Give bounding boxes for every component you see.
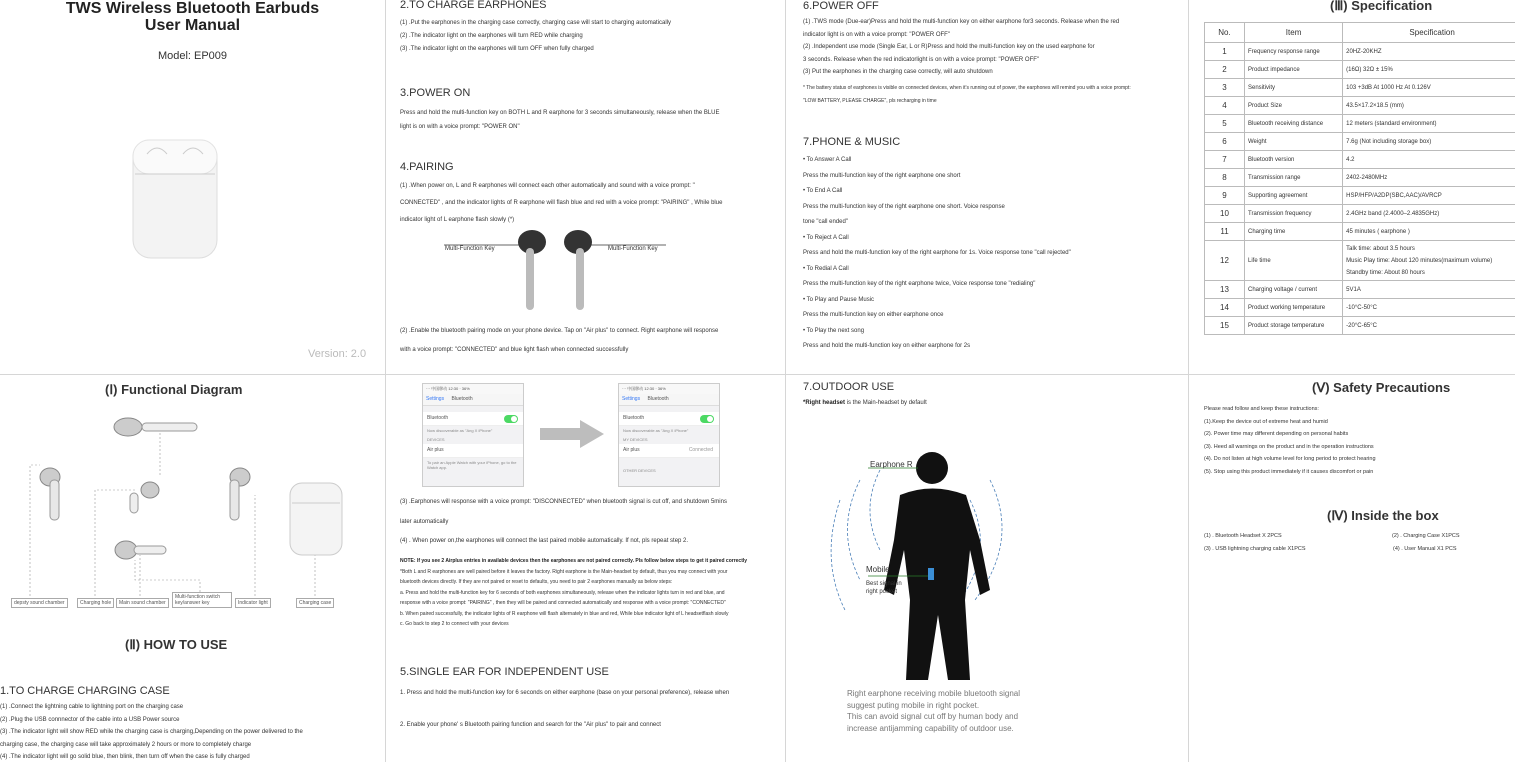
section-title: 4.PAIRING — [400, 161, 454, 173]
spec-item: Bluetooth receiving distance — [1245, 115, 1343, 133]
spec-cell: 45 minutes ( earphone ) — [1343, 223, 1515, 241]
outdoor-section: 7.OUTDOOR USE *Right headset is the Main-headset by default — [803, 381, 927, 406]
inbox-item: (2) . Charging Case X1PCS — [1392, 533, 1460, 539]
power-on-section: 3.POWER ON Press and hold the multi-function key on BOTH L and R earphone for 3 seconds simultaneously, release when the BLUE light is on with a voice prompt: "POWER ON" — [400, 87, 720, 130]
table-row — [1205, 317, 1515, 335]
spec-number: 13 — [1205, 281, 1245, 299]
spec-item: Product working temperature — [1245, 299, 1343, 317]
table-row — [1205, 223, 1515, 241]
battery-note: * The battery status of earphones is visible on connected devices, when it's running out of power, the earphones will remind you with a voice prompt: "LOW BATTERY, PLEASE CHARGE", pls recharging in time — [803, 84, 1131, 104]
spec-number: 7 — [1205, 151, 1245, 169]
earphone-r-label: Earphone R — [870, 460, 913, 469]
spec-item: Weight — [1245, 133, 1343, 151]
section-title: 6.POWER OFF — [803, 0, 879, 12]
phone-screen-after: ··· 中国移动 12:30 · 36% Settings Bluetooth Bluetooth Now discoverable as "Ang X iPhone" MY DEVICES Air plus Connected OTHER DEVICES — [618, 383, 720, 487]
table-row — [1205, 151, 1515, 169]
diagram-label: Charging case — [296, 598, 334, 608]
section-title: 3.POWER ON — [400, 87, 471, 99]
spec-item: Product storage temperature — [1245, 317, 1343, 335]
inbox-item: (3) . USB lightning charging cable X1PCS — [1204, 546, 1306, 552]
spec-table — [1204, 22, 1515, 335]
phone-screen-before: ··· 中国移动 12:30 · 36% Settings Bluetooth Bluetooth Now discoverable as "Ang X iPhone" DEVICES Air plus To pair an Apple Watch with your iPhone, go to the Watch app. — [422, 383, 524, 487]
back-link: Settings — [426, 396, 445, 402]
spec-item: Transmission range — [1245, 169, 1343, 187]
spec-number: 8 — [1205, 169, 1245, 187]
spec-cell: 5V1A — [1343, 281, 1515, 299]
spec-cell: 2402-2480MHz — [1343, 169, 1515, 187]
table-header-row: No. Item Specification — [1205, 23, 1515, 43]
spec-item: Frequency response range — [1245, 43, 1343, 61]
spec-item: Charging voltage / current — [1245, 281, 1343, 299]
section-title: 1.TO CHARGE CHARGING CASE — [0, 685, 170, 697]
spec-cell: (16Ω) 32Ω ± 15% — [1343, 61, 1515, 79]
charge-earphones-section — [400, 0, 671, 56]
spec-item: Life time — [1245, 241, 1343, 281]
spec-number: 12 — [1205, 241, 1245, 281]
column-divider — [385, 0, 386, 762]
version-label: Version: 2.0 — [308, 348, 367, 360]
inbox-item: (1) . Bluetooth Headset X 2PCS — [1204, 533, 1282, 539]
spec-item: Product Size — [1245, 97, 1343, 115]
outdoor-caption: Right earphone receiving mobile bluetooth signal suggest puting mobile in right pocket. This can avoid signal cut off by human body and increase antijamming capability of outdoor use. — [847, 689, 1020, 733]
diagram-label: Indicator light — [235, 598, 271, 608]
single-ear-section: 5.SINGLE EAR FOR INDEPENDENT USE 1. Press and hold the multi-function key for 6 seconds on either earphone (base on your personal preference), release when the earphone are well paired before it leaves the factory. 2. Enable your phone' s Bluetooth pairing function and search for the "Air plus" to pair and connect — [400, 666, 730, 728]
spec-item: Transmission frequency — [1245, 205, 1343, 223]
spec-number: 9 — [1205, 187, 1245, 205]
safety-list: Please read follow and keep these instructions: (1).Keep the device out of extreme heat and humid (2). Power time may different depending on personal habits (3). Heed all warnings on the product and in the operation instructions (4). Do not listen at high volume level for long period to protect hearing (5). Stop using this product immediately if it causes discomfort or pain — [1204, 406, 1376, 475]
inbox-item: (4) . User Manual X1 PCS — [1393, 546, 1457, 552]
spec-cell: -20°C-65°C — [1343, 317, 1515, 335]
mobile-label: Mobile — [866, 565, 890, 574]
table-row — [1205, 205, 1515, 223]
power-off-section: 6.POWER OFF (1) .TWS mode (Due-ear)Press and hold the multi-function key on either earphone for3 seconds. Release when the red indicator light is on with a voice prompt: "POWER OFF" (2) .Independent use mode (Single Ear, L or R)Press and hold the multi-function key on the used earphone for 3 seconds. Release when the red indicatorlight is on with a voice prompt: "POWER OFF" (3) Put the earphones in the charging case correctly, will auto shutdown * The battery status of earphones is visible on connected devices, when it's running out of power, the earphones will remind you with a voice prompt: "LOW BATTERY, PLEASE CHARGE", pls recharging in time — [803, 0, 1131, 108]
multi-function-key-left-label: Multi-Function Key — [445, 246, 495, 252]
charging-case-image — [125, 132, 225, 262]
diagram-label: depsty sound chamber — [11, 598, 68, 608]
diagram-label: Main sound chamber — [116, 598, 169, 608]
table-row — [1205, 43, 1515, 61]
multi-function-key-right-label: Multi-Function Key — [608, 246, 658, 252]
spec-number: 2 — [1205, 61, 1245, 79]
safety-title: (Ⅴ) Safety Precautions — [1312, 380, 1451, 395]
best-signal-label: Best signal in right pocket — [866, 581, 902, 595]
section-title: 7.PHONE & MUSIC — [803, 136, 901, 148]
table-row — [1205, 61, 1515, 79]
table-row — [1205, 187, 1515, 205]
spec-number: 14 — [1205, 299, 1245, 317]
outdoor-figure — [820, 440, 1010, 690]
spec-cell: 43.5×17.2×18.5 (mm) — [1343, 97, 1515, 115]
cover-panel — [0, 0, 385, 62]
functional-diagram — [10, 405, 370, 605]
spec-number: 3 — [1205, 79, 1245, 97]
pairing-note: NOTE: If you see 2 Airplus entries in available devices then the earphones are not paired correctly. Pls follow below steps to get it paired correctly *Both L and R earphones are well paired before it leaves the factory. Right earphone is the Main-headset by default, thus you may connect with your bluetooth devices directly. If they are not paired or reset to defaults, you need to pair 2 earphones manually as below steps: a. Press and hold the multi-function key for 6 seconds of both earphones simultaneously, release when the indicator lights turn in red and blue, and response with a voice prompt: "PAIRING" , then they will be paired and connected automatically and response with a voice prompt: "CONNECTED" b. When paired successfully, the indicator lights of R earphone will flash alternately in blue and red, While blue indicator light of L headsetflash slowly c. Go back to step 2 to connect with your devices — [400, 558, 748, 627]
spec-number: 5 — [1205, 115, 1245, 133]
spec-cell: 20HZ-20KHZ — [1343, 43, 1515, 61]
spec-number: 10 — [1205, 205, 1245, 223]
row-divider — [0, 374, 1515, 375]
diagram-label: Multi-function switch key/answer key — [172, 592, 232, 608]
inbox-title: (Ⅳ) Inside the box — [1327, 508, 1439, 523]
spec-cell: 12 meters (standard environment) — [1343, 115, 1515, 133]
table-row — [1205, 241, 1515, 281]
spec-number: 4 — [1205, 97, 1245, 115]
phone-music-section: 7.PHONE & MUSIC • To Answer A Call Press the multi-function key of the right earphone one short • To End A Call Press the multi-function key of the right earphone one short. Voice response tone "call ended" • To Reject A Call Press and hold the multi-function key of the right earphone for 1s. Voice response tone "call rejected" • To Redial A Call Press the multi-function key of the right earphone twice, Voice response tone "redialing" • To Play and Pause Music Press the multi-function key on either earphone once • To Play the next song Press and hold the multi-function key on either earphone for 2s — [803, 136, 1071, 349]
table-row — [1205, 281, 1515, 299]
column-divider — [785, 0, 786, 762]
spec-item: Supporting agreement — [1245, 187, 1343, 205]
section-title: 5.SINGLE EAR FOR INDEPENDENT USE — [400, 666, 609, 678]
spec-cell: Talk time: about 3.5 hours Music Play time: About 120 minutes(maximum volume) Standby time: About 80 hours — [1343, 241, 1515, 281]
table-row — [1205, 133, 1515, 151]
spec-item: Charging time — [1245, 223, 1343, 241]
bluetooth-toggle — [504, 415, 518, 423]
spec-item: Bluetooth version — [1245, 151, 1343, 169]
spec-table-body — [1205, 43, 1515, 335]
spec-cell: -10°C-50°C — [1343, 299, 1515, 317]
spec-cell: HSP/HFP/A2DP(SBC,AAC)/AVRCP — [1343, 187, 1515, 205]
how-to-use-title: (Ⅱ) HOW TO USE — [125, 637, 228, 652]
bluetooth-toggle — [700, 415, 714, 423]
model-number: Model: EP009 — [157, 50, 228, 62]
charge-earphones-lines: (1) .Put the earphones in the charging case correctly, charging case will start to charging automatically (2) .The indicator light on the earphones will turn RED while charging (3) .The indicator light on the earphones will turn OFF when fully charged — [400, 20, 672, 52]
spec-cell: 2.4GHz band (2.4000–2.4835GHz) — [1343, 205, 1515, 223]
table-row — [1205, 97, 1515, 115]
table-row — [1205, 79, 1515, 97]
charge-case-section: 1.TO CHARGE CHARGING CASE (1) .Connect the lightning cable to lightning port on the charging case (2) .Plug the USB connnector of the cable into a USB Power source (3) .The indicator light will show RED while the charging case is charging,Depending on the power delivered to the charging case, the charging case will take approximately 2 hours or more to completely charge (4) .The indicator light will go solid blue, then blink, then turn off when the case is fully charged — [0, 685, 303, 760]
column-divider — [1188, 0, 1189, 762]
section-title: 7.OUTDOOR USE — [803, 381, 895, 393]
pairing-section: 4.PAIRING (1) .When power on, L and R earphones will connect each other automatically and sound with a voice prompt: " CONNECTED" , and the indicator lights of R earphone will flash blue and red with a voice prompt: "PAIRING" , While blue indicator light of L earphone flash slowly (*) — [400, 161, 723, 223]
table-row — [1205, 169, 1515, 187]
cover-subtitle: User Manual — [144, 17, 241, 34]
arrow-icon — [540, 420, 604, 448]
spec-number: 6 — [1205, 133, 1245, 151]
spec-item: Sensitivity — [1245, 79, 1343, 97]
spec-item: Product impedance — [1245, 61, 1343, 79]
earphones-key-image — [440, 228, 670, 313]
table-row — [1205, 299, 1515, 317]
section-title: 2.TO CHARGE EARPHONES — [400, 0, 547, 11]
diagram-label: Charging hole — [77, 598, 114, 608]
spec-cell: 4.2 — [1343, 151, 1515, 169]
pairing-enable-lines: (2) .Enable the bluetooth pairing mode on your phone device. Tap on "Air plus" to connect. Right earphone will response with a voice prompt: "CONNECTED" and blue light flash when connected successfully — [400, 328, 719, 353]
spec-number: 15 — [1205, 317, 1245, 335]
spec-number: 1 — [1205, 43, 1245, 61]
table-row — [1205, 115, 1515, 133]
cover-title: TWS Wireless Bluetooth Earbuds — [65, 0, 320, 17]
spec-number: 11 — [1205, 223, 1245, 241]
spec-cell: 103 +3dB At 1000 Hz At 0.126V — [1343, 79, 1515, 97]
spec-title: (Ⅲ) Specification — [1330, 0, 1433, 13]
diagram-title: (Ⅰ) Functional Diagram — [105, 382, 243, 397]
disconnect-lines: (3) .Earphones will response with a voice prompt: "DISCONNECTED" when bluetooth signal is cut off, and shutdown 5mins later automatically (4) . When power on,the earphones will connect the last paired mobile automatically. If not, pls repeat step 2. — [400, 499, 727, 544]
spec-cell: 7.6g (Not including storage box) — [1343, 133, 1515, 151]
